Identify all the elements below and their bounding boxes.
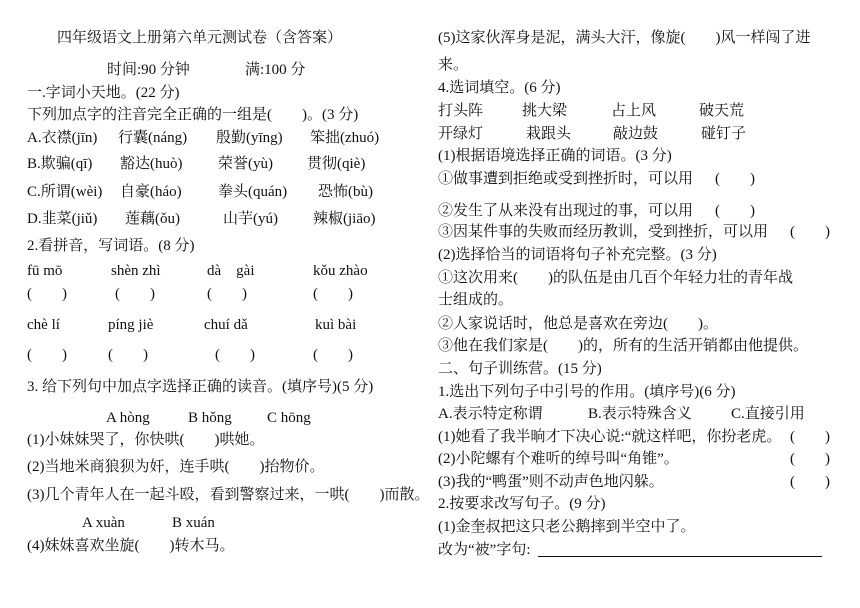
exam-time: 时间:90 分钟 bbox=[107, 62, 190, 78]
answer-blank: ( ) bbox=[790, 451, 830, 467]
q4-word: 敲边鼓 bbox=[613, 126, 659, 142]
q3-sentence-continued: 来。 bbox=[438, 57, 469, 73]
answer-blank: ( ) bbox=[790, 224, 830, 240]
q1-option-a-word2: 行囊(náng) bbox=[118, 130, 188, 146]
section2-heading: 二、句子训练营。(15 分) bbox=[438, 361, 602, 377]
answer-line bbox=[538, 556, 822, 557]
q3-reading: A hòng bbox=[106, 410, 150, 426]
answer-blank: ( ) bbox=[790, 474, 830, 490]
q1-option-d-word2: 莲藕(ǒu) bbox=[125, 211, 180, 227]
q3-prompt: 3. 给下列句中加点字选择正确的读音。(填序号)(5 分) bbox=[27, 379, 374, 395]
q3-reading: B xuán bbox=[172, 515, 215, 531]
q2-pinyin: kǒu zhào bbox=[313, 263, 368, 279]
q1-option-a-word4: 笨拙(zhuó) bbox=[310, 130, 380, 146]
q2-pinyin: chè lí bbox=[27, 317, 60, 333]
q4-part1-prompt: (1)根据语境选择正确的词语。(3 分) bbox=[438, 148, 672, 164]
q4-part1-item: ②发生了从来没有出现过的事，可以用 bbox=[438, 203, 694, 219]
q4-part1-item: ①做事遭到拒绝或受到挫折时，可以用 bbox=[438, 171, 694, 187]
answer-blank: ( ) bbox=[27, 347, 67, 363]
q2-pinyin: shèn zhì bbox=[111, 263, 161, 279]
answer-blank: ( ) bbox=[715, 171, 755, 187]
q2-pinyin: fū mō bbox=[27, 263, 63, 279]
q3-reading: B hǒng bbox=[188, 410, 232, 426]
q4-word: 开绿灯 bbox=[438, 126, 484, 142]
q2-pinyin: kuì bài bbox=[315, 317, 357, 333]
full-score: 满:100 分 bbox=[245, 62, 306, 78]
q4-word: 挑大梁 bbox=[522, 103, 568, 119]
q1-option-b-word4: 贯彻(qiè) bbox=[307, 156, 366, 172]
q1-prompt: 下列加点字的注音完全正确的一组是( )。(3 分) bbox=[27, 107, 359, 123]
q1-option-c-word3: 拳头(quán) bbox=[218, 184, 288, 200]
q4-part2-item: ②人家说话时，他总是喜欢在旁边( )。 bbox=[438, 316, 718, 332]
q4-part2-item-continued: 士组成的。 bbox=[438, 292, 514, 308]
page-title: 四年级语文上册第六单元测试卷（含答案） bbox=[57, 30, 343, 46]
s2-q1-item: (1)她看了我半晌才下决心说:“就这样吧，你扮老虎。 bbox=[438, 429, 782, 445]
answer-blank: ( ) bbox=[215, 347, 255, 363]
q3-sentence: (5)这家伙浑身是泥，满头大汗，像旋( )风一样闯了进 bbox=[438, 30, 811, 46]
q4-part2-item: ③他在我们家是( )的，所有的生活开销都由他提供。 bbox=[438, 338, 808, 354]
s2-q2-prompt: 2.按要求改写句子。(9 分) bbox=[438, 496, 606, 512]
s2-q1-item: (3)我的“鸭蛋”则不动声色地闪躲。 bbox=[438, 474, 664, 490]
rewrite-label: 改为“被”字句: bbox=[438, 542, 531, 558]
answer-blank: ( ) bbox=[207, 286, 247, 302]
s2-q1-prompt: 1.选出下列句子中引号的作用。(填序号)(6 分) bbox=[438, 384, 736, 400]
q4-heading: 4.选词填空。(6 分) bbox=[438, 80, 561, 96]
answer-blank: ( ) bbox=[313, 286, 353, 302]
q2-pinyin: dà gài bbox=[207, 263, 255, 279]
q3-reading: C hōng bbox=[267, 410, 311, 426]
q3-sentence: (4)妹妹喜欢坐旋( )转木马。 bbox=[27, 538, 235, 554]
section1-heading: 一.字词小天地。(22 分) bbox=[27, 85, 180, 101]
q1-option-b-word2: 豁达(huò) bbox=[120, 156, 183, 172]
q4-word: 破天荒 bbox=[699, 103, 745, 119]
answer-blank: ( ) bbox=[27, 286, 67, 302]
s2-q1-item: (2)小陀螺有个难听的绰号叫“角锥”。 bbox=[438, 451, 679, 467]
q4-part2-prompt: (2)选择恰当的词语将句子补充完整。(3 分) bbox=[438, 247, 717, 263]
q3-sentence: (2)当地米商狼狈为奸，连手哄( )抬物价。 bbox=[27, 459, 325, 475]
q1-option-c-word2: 自豪(háo) bbox=[120, 184, 182, 200]
s2-q1-option: A.表示特定称谓 bbox=[438, 406, 543, 422]
q1-option-d-word4: 辣椒(jiāo) bbox=[313, 211, 376, 227]
s2-q2-item: (1)金奎叔把这只老公鹅摔到半空中了。 bbox=[438, 519, 696, 535]
q1-option-d-word3: 山芋(yú) bbox=[223, 211, 278, 227]
q4-word: 碰钉子 bbox=[701, 126, 747, 142]
q1-option-d-word1: D.韭菜(jiǔ) bbox=[27, 211, 98, 227]
q4-word: 打头阵 bbox=[438, 103, 484, 119]
q1-option-b-word3: 荣誉(yù) bbox=[218, 156, 273, 172]
q3-sentence: (1)小妹妹哭了，你快哄( )哄她。 bbox=[27, 432, 265, 448]
q1-option-a-word3: 殷勤(yīng) bbox=[216, 130, 283, 146]
q1-option-a-word1: A.衣襟(jīn) bbox=[27, 130, 98, 146]
s2-q1-option: B.表示特殊含义 bbox=[588, 406, 692, 422]
q2-prompt: 2.看拼音，写词语。(8 分) bbox=[27, 238, 195, 254]
answer-blank: ( ) bbox=[115, 286, 155, 302]
q4-word: 占上风 bbox=[611, 103, 657, 119]
q1-option-c-word1: C.所谓(wèi) bbox=[27, 184, 103, 200]
answer-blank: ( ) bbox=[715, 203, 755, 219]
q4-part2-item: ①这次用来( )的队伍是由几百个年轻力壮的青年战 bbox=[438, 270, 793, 286]
q3-reading: A xuàn bbox=[82, 515, 125, 531]
q3-sentence: (3)几个青年人在一起斗殴，看到警察过来，一哄( )而散。 bbox=[27, 487, 430, 503]
q2-pinyin: chuí dǎ bbox=[204, 317, 248, 333]
q2-pinyin: píng jiè bbox=[108, 317, 154, 333]
answer-blank: ( ) bbox=[108, 347, 148, 363]
answer-blank: ( ) bbox=[790, 429, 830, 445]
q4-part1-item: ③因某件事的失败而经历教训，受到挫折，可以用 bbox=[438, 224, 769, 240]
answer-blank: ( ) bbox=[313, 347, 353, 363]
q4-word: 栽跟头 bbox=[526, 126, 572, 142]
s2-q1-option: C.直接引用 bbox=[731, 406, 805, 422]
q1-option-b-word1: B.欺骗(qī) bbox=[27, 156, 93, 172]
q1-option-c-word4: 恐怖(bù) bbox=[318, 184, 373, 200]
